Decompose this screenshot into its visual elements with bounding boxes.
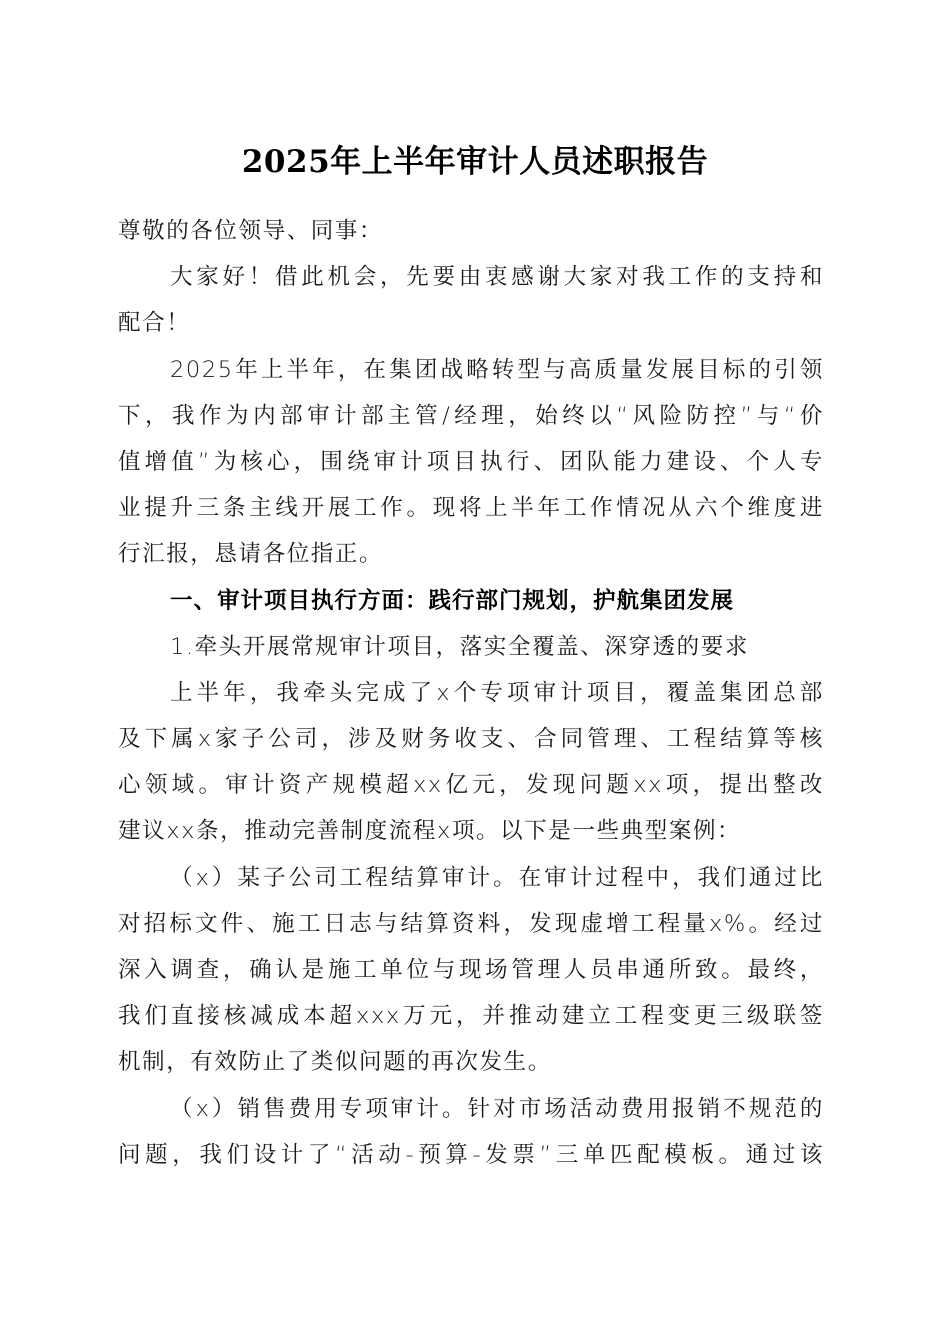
document-title: 2025年上半年审计人员述职报告 <box>241 144 709 180</box>
paragraph-line: 对招标文件、施工日志与结算资料，发现虚增工程量x%。经过 <box>118 910 824 937</box>
paragraph-line: 问题，我们设计了“活动-预算-发票”三单匹配模板。通过该 <box>118 1141 824 1168</box>
paragraph-line: 及下属x家子公司，涉及财务收支、合同管理、工程结算等核 <box>118 726 824 753</box>
paragraph-case-1 <box>118 855 824 1086</box>
paragraph-case-2 <box>118 1086 824 1178</box>
paragraph-line: 大家好！借此机会，先要由衷感谢大家对我工作的支持和 <box>170 264 824 291</box>
paragraph-line: 业提升三条主线开展工作。现将上半年工作情况从六个维度进 <box>118 495 824 522</box>
paragraph-line: （x）销售费用专项审计。针对市场活动费用报销不规范的 <box>170 1095 824 1122</box>
paragraph-line: 行汇报，恳请各位指正。 <box>118 541 384 568</box>
paragraph-line: 心领域。审计资产规模超xx亿元，发现问题xx项，提出整改 <box>118 772 824 799</box>
paragraph-line: 下，我作为内部审计部主管/经理，始终以“风险防控”与“价 <box>118 402 824 429</box>
paragraph-line: 建议xx条，推动完善制度流程x项。以下是一些典型案例： <box>118 818 742 845</box>
subsection-heading: 1.牵头开展常规审计项目，落实全覆盖、深穿透的要求 <box>170 633 749 660</box>
document-body <box>118 208 824 1178</box>
paragraph-line: 深入调查，确认是施工单位与现场管理人员串通所致。最终， <box>118 957 824 983</box>
paragraph-intro <box>118 347 824 578</box>
paragraph-line: 值增值”为核心，围绕审计项目执行、团队能力建设、个人专 <box>118 448 824 475</box>
paragraph-line: 配合！ <box>118 310 191 337</box>
section-heading: 一、审计项目执行方面：践行部门规划，护航集团发展 <box>170 587 735 614</box>
salutation: 尊敬的各位领导、同事： <box>118 218 384 244</box>
paragraph-line: （x）某子公司工程结算审计。在审计过程中，我们通过比 <box>170 864 824 891</box>
paragraph-line: 2025年上半年，在集团战略转型与高质量发展目标的引领 <box>170 356 824 383</box>
paragraph-summary <box>118 670 824 855</box>
paragraph-line: 上半年，我牵头完成了x个专项审计项目，覆盖集团总部 <box>170 679 824 706</box>
paragraph-greeting <box>118 254 824 346</box>
paragraph-line: 我们直接核减成本超xxx万元，并推动建立工程变更三级联签 <box>118 1003 824 1030</box>
paragraph-line: 机制，有效防止了类似问题的再次发生。 <box>118 1049 552 1076</box>
